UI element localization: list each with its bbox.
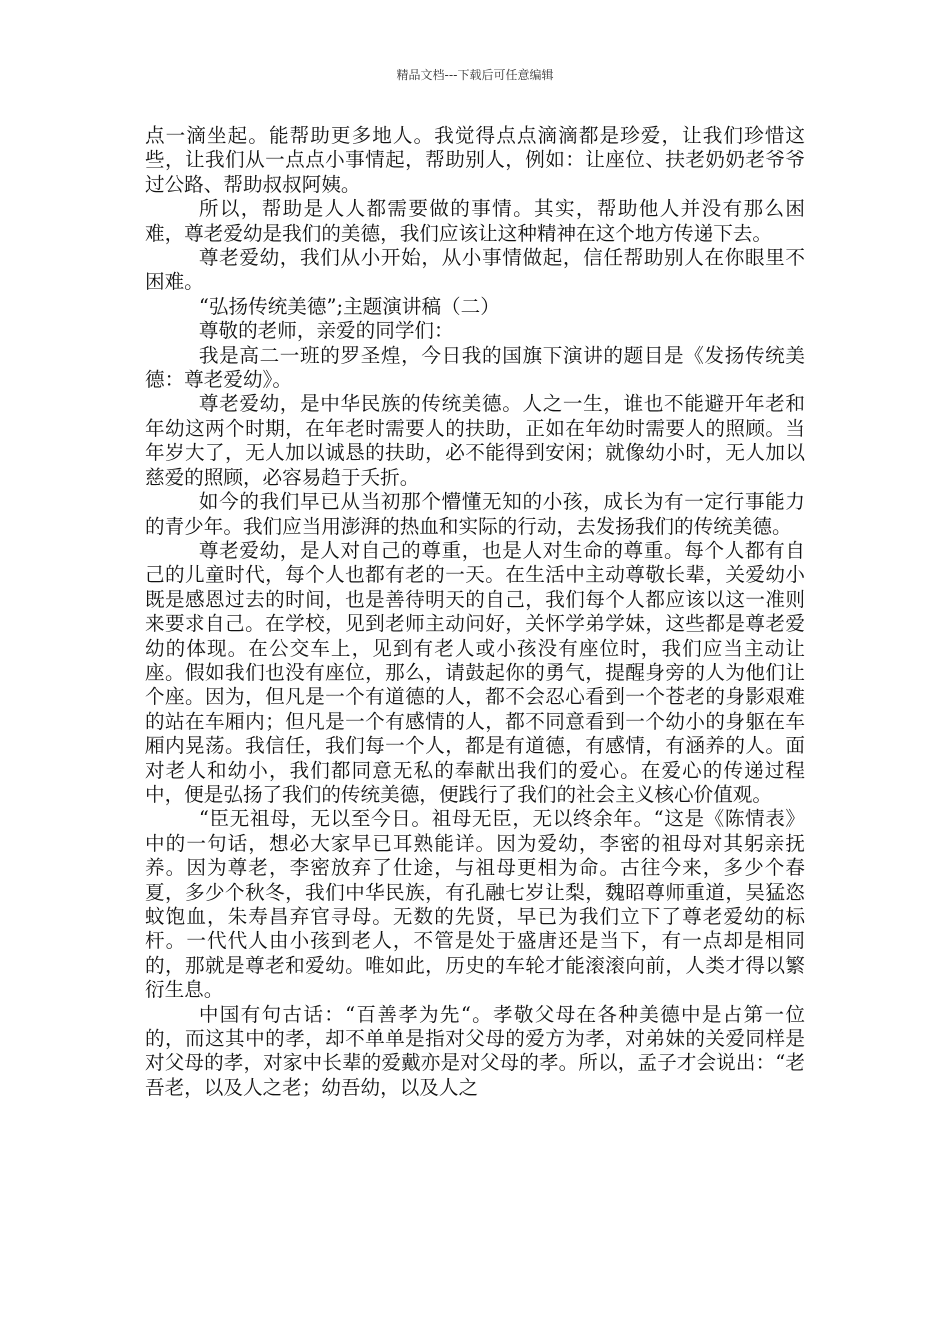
paragraph: 尊老爱幼，是人对自己的尊重，也是人对生命的尊重。每个人都有自己的儿童时代，每个人也都有老的一天。在生活中主动尊敬长辈，关爱幼小既是感恩过去的时间，也是善待明天的自己，我们每个人都应该以这一准则来要求自己。在学校，见到老师主动问好，关怀学弟学妹，这些都是尊老爱幼的体现。在公交车上，见到有老人或小孩没有座位时，我们应当主动让座。假如我们也没有座位，那么，请鼓起你的勇气，提醒身旁的人为他们让个座。因为，但凡是一个有道德的人，都不会忍心看到一个苍老的身影艰难的站在车厢内；但凡是一个有感情的人，都不同意看到一个幼小的身躯在车厢内晃荡。我信任，我们每一个人，都是有道德，有感情，有涵养的人。面对老人和幼小，我们都同意无私的奉献出我们的爱心。在爱心的传递过程中，便是弘扬了我们的传统美德，便践行了我们的社会主义核心价值观。 bbox=[145, 538, 805, 806]
page-header: 精品文档---下载后可任意编辑 bbox=[396, 68, 554, 82]
section-title: “弘扬传统美德”;主题演讲稿（二） bbox=[198, 294, 500, 318]
paragraph: 我是高二一班的罗圣煌，今日我的国旗下演讲的题目是《发扬传统美德：尊老爱幼》。 bbox=[145, 343, 805, 392]
paragraph: 如今的我们早已从当初那个懵懂无知的小孩，成长为有一定行事能力的青少年。我们应当用澎湃的热血和实际的行动，去发扬我们的传统美德。 bbox=[145, 490, 805, 538]
paragraph: 点一滴坐起。能帮助更多地人。我觉得点点滴滴都是珍爱，让我们珍惜这些，让我们从一点点小事情起，帮助别人，例如：让座位、扶老奶奶老爷爷过公路、帮助叔叔阿姨。 bbox=[145, 124, 805, 196]
paragraph: 中国有句古话：“百善孝为先“。孝敬父母在各种美德中是占第一位的，而这其中的孝，却不单单是指对父母的爱方为孝，对弟妹的关爱同样是对父母的孝，对家中长辈的爱戴亦是对父母的孝。所以，孟子才会说出：“老吾老，以及人之老；幼吾幼，以及人之 bbox=[145, 1002, 805, 1099]
document-body bbox=[145, 124, 805, 1100]
paragraph: “臣无祖母，无以至今日。祖母无臣，无以终余年。“这是《陈情表》中的一句话，想必大家早已耳熟能详。因为爱幼，李密的祖母对其躬亲抚养。因为尊老，李密放弃了仕途，与祖母更相为命。古往今来，多少个春夏，多少个秋冬，我们中华民族，有孔融七岁让梨，魏昭尊师重道，吴猛恣蚊饱血，朱寿昌弃官寻母。无数的先贤，早已为我们立下了尊老爱幼的标杆。一代代人由小孩到老人，不管是处于盛唐还是当下，有一点却是相同的，那就是尊老和爱幼。唯如此，历史的车轮才能滚滚向前，人类才得以繁衍生息。 bbox=[145, 807, 805, 1002]
paragraph: 尊老爱幼，我们从小开始，从小事情做起，信任帮助别人在你眼里不困难。 bbox=[145, 246, 805, 294]
paragraph: 尊老爱幼，是中华民族的传统美德。人之一生，谁也不能避开年老和年幼这两个时期，在年老时需要人的扶助，正如在年幼时需要人的照顾。当年岁大了，无人加以诚恳的扶助，必不能得到安闲；就像幼小时，无人加以慈爱的照顾，必容易趋于夭折。 bbox=[145, 392, 805, 489]
paragraph: 所以，帮助是人人都需要做的事情。其实，帮助他人并没有那么困难，尊老爱幼是我们的美德，我们应该让这种精神在这个地方传递下去。 bbox=[145, 197, 805, 245]
salutation: 尊敬的老师，亲爱的同学们： bbox=[198, 319, 454, 343]
